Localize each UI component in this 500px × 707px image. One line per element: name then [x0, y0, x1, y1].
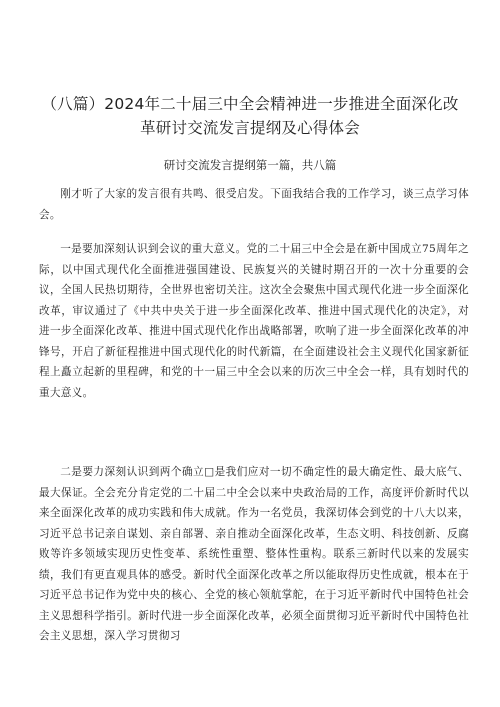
- paragraph-intro: 刚才听了大家的发言很有共鸣、很受启发。下面我结合我的工作学习，谈三点学习体会。: [39, 188, 469, 221]
- document-title: （八篇）2024年二十届三中全会精神进一步推进全面深化改革研讨交流发言提纲及心得体会: [41, 95, 459, 137]
- section-heading: 研讨交流发言提纲第一篇，共八篇: [163, 158, 337, 172]
- paragraph-point-two: 二是要力深刻认识到两个确立□是我们应对一切不确定性的最大确定性、最大底气、最大保证。全会充分肯定党的二十届二中全会以来中央政治局的工作，高度评价新时代以来全面深化改革的成功实践和伟大成就。作为一名党员，我深切体会到党的十八大以来，习近平总书记亲自谋划、亲自部署、亲自推动全面深化改革，生态文明、科技创新、反腐败等许多领域实现历史性变革、系统性重塑、整体性重构。联系三新时代以来的发展实绩，我们有更直观具体的感受。新时代全面深化改革之所以能取得历史性成就，根本在于习近平总书记作为党中央的核心、全党的核心领航掌舵，在于习近平新时代中国特色社会主义思想科学指引。新时代进一步全面深化改革，必须全面贯彻习近平新时代中国特色社会主义思想，深入学习贯彻习: [39, 466, 469, 642]
- paragraph-point-one: 一是要加深刻认识到会议的重大意义。党的二十届三中全会是在新中国成立75周年之际，以中国式现代化全面推进强国建设、民族复兴的关键时期召开的一次十分重要的会议，全国人民热切期待，全世界也密切关注。这次全会聚焦中国式现代化进一步全面深化改革，审议通过了《中共中央关于进一步全面深化改革、推进中国式现代化的决定》，对进一步全面深化改革、推进中国式现代化作出战略部署，吹响了进一步全面深化改革的冲锋号，开启了新征程推进中国式现代化的时代新篇，在全面建设社会主义现代化国家新征程上矗立起新的里程碑，和党的十一届三中全会以来的历次三中全会一样，具有划时代的重大意义。: [39, 243, 469, 399]
